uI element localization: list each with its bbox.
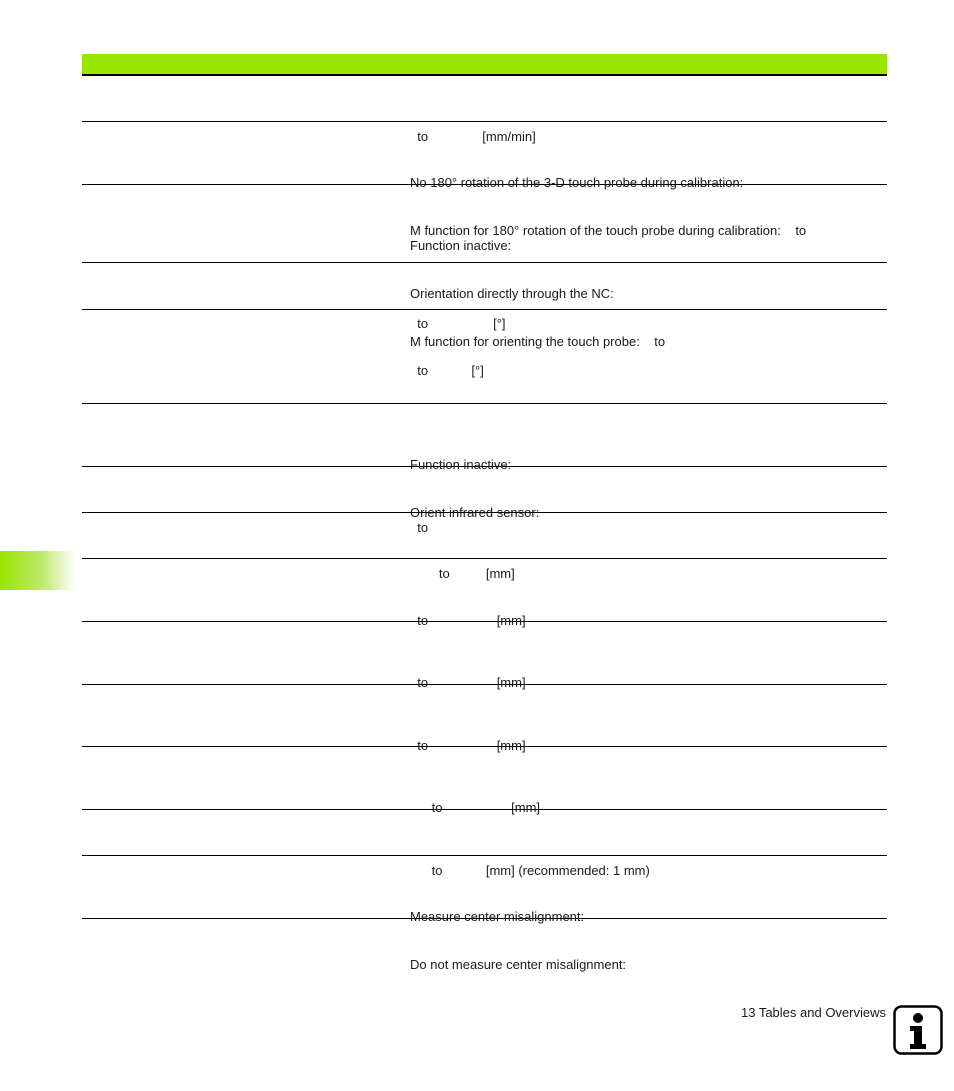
cell-line: Function inactive: [410,457,512,472]
cell-line: M function for orienting the touch probe: to [410,334,666,349]
chapter-side-tab [0,551,75,590]
cell-line: Measure center misalignment: [410,909,585,924]
table-row-9-text [410,581,526,645]
cell-line: to [°] [410,316,506,331]
cell-line: No 180° rotation of the 3-D touch probe during calibration: [410,175,744,190]
cell-line: Do not measure center misalignment: [410,957,627,972]
cell-line: to [°] [410,363,484,378]
cell-line: Orientation directly through the NC: [410,286,614,301]
cell-line: M function for 180° rotation of the touch probe during calibration: to [410,223,807,238]
table-header-bar [82,54,887,74]
table-row-12-text [410,768,540,832]
cell-line: to [mm] [410,800,541,815]
cell-line: to [mm] [410,613,526,628]
cell-line: to [410,520,429,535]
cell-line: to [mm] (recommended: 1 mm) [410,863,650,878]
table-header-rule [82,74,887,76]
cell-line: to [mm/min] [410,129,536,144]
table-row-14-text [410,877,626,989]
table-row-6-text [410,425,539,537]
chapter-title: 13 Tables and Overviews [740,1005,886,1020]
cell-line: to [mm] [410,675,526,690]
table-row-10-text [410,643,526,707]
row-divider [82,403,887,404]
info-icon [893,1005,943,1055]
cell-line: Orient infrared sensor: [410,505,540,520]
table-row-11-text [410,706,526,770]
cell-line: to [mm] [410,738,526,753]
cell-line: to [mm] [410,566,515,581]
cell-line: Function inactive: [410,238,512,253]
table-row-5-text [410,331,484,395]
